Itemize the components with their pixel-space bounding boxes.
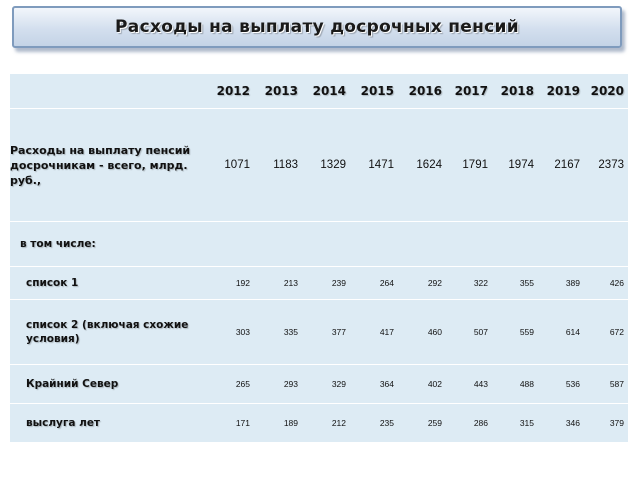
total-value: 2373 <box>584 109 628 222</box>
cell-value: 417 <box>350 300 398 365</box>
row-label: выслуга лет <box>26 417 101 429</box>
cell-value: 614 <box>538 300 584 365</box>
cell-value: 536 <box>538 365 584 404</box>
page-title: Расходы на выплату досрочных пенсий <box>115 17 519 37</box>
cell-value: 507 <box>446 300 492 365</box>
year-header: 2013 <box>254 74 302 109</box>
cell-value: 587 <box>584 365 628 404</box>
row-label: список 2 (включая схожие условия) <box>10 300 202 365</box>
total-row <box>10 109 628 222</box>
table-row <box>10 300 628 365</box>
cell-value: 264 <box>350 267 398 300</box>
total-value: 1071 <box>202 109 254 222</box>
year-header: 2012 <box>202 74 254 109</box>
year-header: 2020 <box>584 74 628 109</box>
cell-value: 192 <box>202 267 254 300</box>
cell-value: 213 <box>254 267 302 300</box>
total-value: 2167 <box>538 109 584 222</box>
total-value: 1974 <box>492 109 538 222</box>
cell-value: 189 <box>283 418 298 428</box>
cell-value: 239 <box>302 267 350 300</box>
year-header: 2016 <box>398 74 446 109</box>
table-row <box>10 404 628 443</box>
year-header-row <box>10 74 628 109</box>
year-header: 2014 <box>302 74 350 109</box>
year-header: 2015 <box>350 74 398 109</box>
cell-value: 322 <box>446 267 492 300</box>
cell-value: 303 <box>202 300 254 365</box>
cell-value: 443 <box>446 365 492 404</box>
total-value: 1183 <box>254 109 302 222</box>
including-label: в том числе: <box>10 222 628 267</box>
cell-value: 389 <box>538 267 584 300</box>
including-row <box>10 222 628 267</box>
cell-value: 293 <box>254 365 302 404</box>
cell-value: 402 <box>398 365 446 404</box>
row-label: список 1 <box>10 267 202 300</box>
cell-value: 171 <box>235 418 250 428</box>
table-row <box>10 365 628 404</box>
cell-value: 329 <box>302 365 350 404</box>
cell-value: 335 <box>254 300 302 365</box>
cell-value: 426 <box>584 267 628 300</box>
cell-value: 286 <box>473 418 488 428</box>
pension-expenses-table-container <box>10 74 628 442</box>
cell-value: 379 <box>609 418 624 428</box>
year-header: 2019 <box>538 74 584 109</box>
cell-value: 346 <box>565 418 580 428</box>
cell-value: 488 <box>492 365 538 404</box>
cell-value: 559 <box>492 300 538 365</box>
cell-value: 235 <box>379 418 394 428</box>
pension-expenses-table <box>10 74 628 442</box>
total-value: 1791 <box>446 109 492 222</box>
year-header: 2017 <box>446 74 492 109</box>
cell-value: 364 <box>350 365 398 404</box>
table-row <box>10 267 628 300</box>
total-value: 1329 <box>302 109 350 222</box>
cell-value: 377 <box>302 300 350 365</box>
cell-value: 355 <box>492 267 538 300</box>
row-label: Крайний Север <box>10 365 202 404</box>
cell-value: 460 <box>398 300 446 365</box>
cell-value: 259 <box>427 418 442 428</box>
cell-value: 315 <box>519 418 534 428</box>
total-row-label: Расходы на выплату пенсий досрочникам - всего, млрд. руб., <box>10 109 202 222</box>
title-box <box>12 6 622 48</box>
header-corner-cell <box>10 74 202 109</box>
cell-value: 265 <box>202 365 254 404</box>
cell-value: 672 <box>584 300 628 365</box>
cell-value: 292 <box>398 267 446 300</box>
year-header: 2018 <box>492 74 538 109</box>
cell-value: 212 <box>331 418 346 428</box>
total-value: 1471 <box>350 109 398 222</box>
total-value: 1624 <box>398 109 446 222</box>
